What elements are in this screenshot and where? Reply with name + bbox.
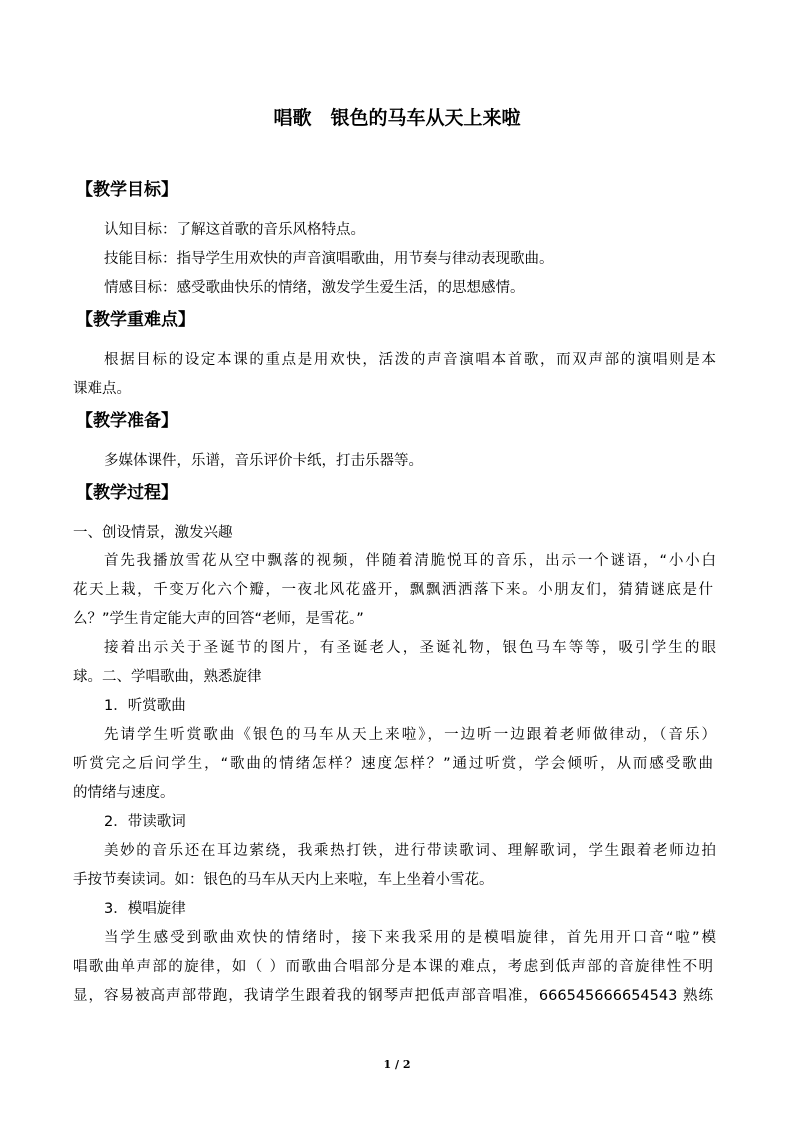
- preparation-line: 多媒体课件，乐谱，音乐评价卡纸，打击乐器等。: [104, 453, 423, 469]
- process-paragraph-line: 手按节奏读词。如：银色的马车从天内上来啦，车上坐着小雪花。: [73, 872, 494, 888]
- goal-emotion: 情感目标：感受歌曲快乐的情绪，激发学生爱生活，的思想感情。: [104, 280, 525, 296]
- process-step-1-heading: 一、创设情景，激发兴趣: [73, 525, 233, 541]
- process-paragraph-line: 球。二、学唱歌曲，熟悉旋律: [73, 669, 262, 685]
- goal-skill: 技能目标：指导学生用欢快的声音演唱歌曲，用节奏与律动表现歌曲。: [104, 251, 554, 267]
- heading-key-points: 【教学重难点】: [76, 310, 195, 330]
- process-paragraph-line: 当学生感受到歌曲欢快的情绪时，接下来我采用的是模唱旋律，首先用开口音“啦”模: [104, 930, 716, 946]
- goal-cognitive: 认知目标：了解这首歌的音乐风格特点。: [104, 222, 365, 238]
- process-paragraph-line: 首先我播放雪花从空中飘落的视频，伴随着清脆悦耳的音乐，出示一个谜语，“小小白: [104, 553, 716, 569]
- heading-process: 【教学过程】: [76, 483, 178, 503]
- process-subheading-listen: 1．听赏歌曲: [104, 698, 186, 714]
- process-subheading-lyrics: 2．带读歌词: [104, 814, 186, 830]
- process-paragraph-line: 接着出示关于圣诞节的图片，有圣诞老人，圣诞礼物，银色马车等等，吸引学生的眼: [104, 640, 716, 656]
- process-paragraph-line: 的情绪与速度。: [73, 785, 175, 801]
- heading-teaching-goals: 【教学目标】: [76, 180, 178, 200]
- process-paragraph-line: 花天上栽，千变万化六个瓣，一夜北风花盛开，飘飘洒洒落下来。小朋友们，猜猜谜底是什: [73, 582, 713, 598]
- document-title: 唱歌 银色的马车从天上来啦: [273, 107, 521, 129]
- process-paragraph-line: 么？”学生肯定能大声的回答“老师，是雪花。”: [73, 611, 364, 627]
- process-paragraph-line: 美妙的音乐还在耳边萦绕，我乘热打铁，进行带读歌词、理解歌词，学生跟着老师边拍: [104, 843, 716, 859]
- key-points-line-1: 根据目标的设定本课的重点是用欢快，活泼的声音演唱本首歌，而双声部的演唱则是本: [104, 352, 716, 368]
- process-paragraph-line: 听赏完之后问学生，“歌曲的情绪怎样？速度怎样？”通过听赏，学会倾听，从而感受歌曲: [73, 756, 713, 772]
- process-paragraph-line: 显，容易被高声部带跑，我请学生跟着我的钢琴声把低声部音唱准，666545666654543 熟练: [73, 988, 713, 1004]
- process-subheading-melody: 3．模唱旋律: [104, 901, 186, 917]
- process-paragraph-line: 先请学生听赏歌曲《银色的马车从天上来啦》，一边听一边跟着老师做律动，（音乐）: [104, 727, 716, 743]
- page-number: 1 / 2: [383, 1058, 411, 1071]
- key-points-line-2: 课难点。: [73, 381, 131, 397]
- process-paragraph-line: 唱歌曲单声部的旋律，如（ ）而歌曲合唱部分是本课的难点，考虑到低声部的音旋律性不明: [73, 959, 713, 975]
- heading-preparation: 【教学准备】: [76, 411, 178, 431]
